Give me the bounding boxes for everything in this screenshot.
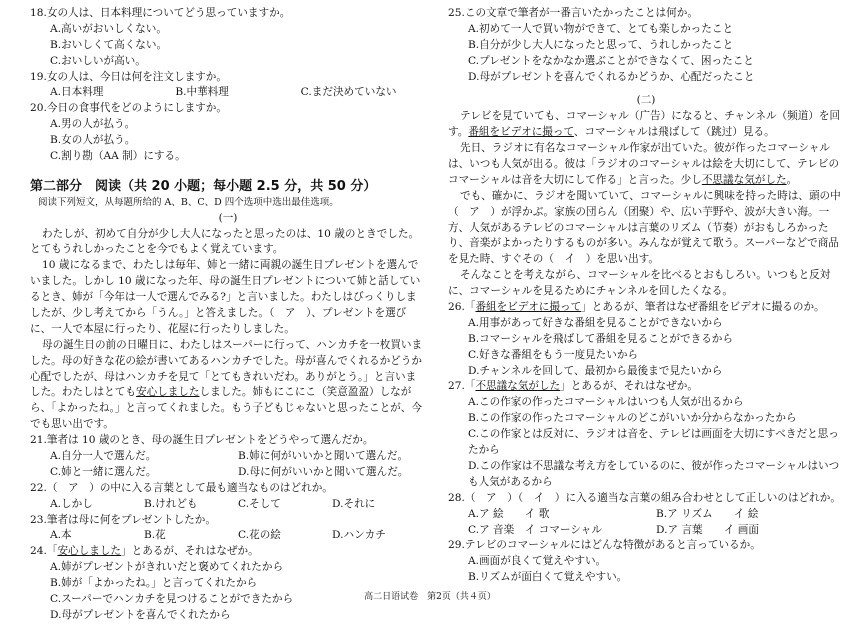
option: C.花の絵 (238, 529, 281, 542)
options-row (30, 465, 426, 481)
question-22: 22.（ ア ）の中に入る言葉として最も適当なものはどれか。 (30, 481, 333, 494)
options-row (448, 507, 844, 523)
underlined-phrase: 安心しました (135, 386, 200, 399)
passage-paragraph (448, 141, 844, 189)
option: A.高いがおいしくない。 (50, 22, 167, 35)
page-footer: 高二日语试卷 第2页（共４页） (364, 591, 496, 602)
option: B.自分が少し大人になったと思って、うれしかったこと (468, 38, 734, 51)
option: B.けれども (144, 497, 198, 510)
option: C.おいしいが高い。 (50, 54, 146, 67)
question-24 (30, 544, 426, 560)
option: C.スーパーでハンカチを見つけることができたから (50, 593, 294, 606)
option: C.割り勘（AA 制）にする。 (50, 150, 186, 163)
question-19: 19.女の人は、今日は何を注文しますか。 (30, 70, 227, 83)
option: D.それに (332, 497, 376, 510)
option: C.ア 音楽 イ コマーシャル (468, 523, 602, 536)
option: A.自分一人で選んだ。 (50, 450, 157, 463)
option: B.姉が「よかったね。」と言ってくれたから (50, 577, 258, 590)
option: D.母に何がいいかと聞いて選んだ。 (238, 465, 409, 478)
passage-paragraph (448, 109, 844, 141)
option: B.リズムが面白くて覚えやすい。 (468, 571, 628, 584)
option: C.姉と一緒に選んだ。 (50, 465, 157, 478)
option: C.まだ決めていない (300, 86, 397, 99)
passage-paragraph (30, 338, 426, 433)
option: D.ア 言葉 イ 画面 (656, 523, 759, 536)
section-instructions: 阅读下列短文，从每题所给的 A、B、C、D 四个选项中选出最佳选项。 (38, 197, 339, 209)
option: B.この作家の作ったコマーシャルのどこがいいか分からなかったから (468, 412, 797, 425)
options-row (30, 497, 426, 513)
options-row (448, 523, 844, 539)
question-text: 」とあるが、筆者はなぜ番組をビデオに撮るのか。 (581, 301, 825, 314)
option: A.日本料理 (50, 86, 104, 99)
passage-text: 、コマーシャルは飛ばして（跳过）見る。 (573, 126, 775, 139)
option: C.プレゼントをなかなか選ぶことができなくて、困ったこと (468, 54, 754, 67)
passage-paragraph: わたしが、初めて自分が少し大人になったと思ったのは、10 歳のときでした。とてもうれしかったことを今でもよく覚えています。 (30, 227, 420, 256)
passage-text: 。 (786, 173, 798, 186)
underlined-phrase: 不思議な気がした (475, 380, 561, 393)
option: B.コマーシャルを飛ばして番組を見ることができるから (468, 332, 733, 345)
question-text: 26.「 (448, 301, 476, 314)
right-column (448, 6, 844, 586)
question-18: 18.女の人は、日本料理についてどう思っていますか。 (30, 7, 291, 19)
passage-paragraph: でも、確かに、ラジオを聞いていて、コマーシャルに興味を持った時は、頭の中（ ア ）が浮かぶ。家族の団らん（团聚）や、広い芋野や、波が大きい海。一方、人気があるテレビのコマーシャルは言葉のリズム（节奏）がおもしろかったり、音楽がよかったりするものが多い。みんなが覚えて歌う。スーパーなどで商品を見た時、すぐその（ イ ）を思い出す。 (448, 189, 841, 266)
question-23: 23.筆者は母に何をプレゼントしたか。 (30, 513, 216, 526)
options-row (30, 528, 426, 544)
question-25: 25.この文章で筆者が一番言いたかったことは何か。 (448, 7, 698, 19)
option: A.男の人が払う。 (50, 118, 136, 131)
option: B.中華料理 (175, 86, 229, 99)
underlined-phrase: 番組をビデオに撮って (468, 126, 574, 139)
option: C.そして (238, 497, 281, 510)
option: A.この作家の作ったコマーシャルはいつも人気が出るから (468, 396, 744, 409)
passage-text: 先日、ラジオに有名なコマーシャル作家が出ていた。彼が作ったコマーシャルは、いつも人気が出る。彼は「ラジオのコマーシャルは絵を大切にして、テレビのコマーシャルは音を大切にして作る」と言った。少し (448, 142, 840, 186)
question-29: 29.テレビのコマーシャルにはどんな特徴があると言っているか。 (448, 539, 761, 552)
underlined-phrase: 番組をビデオに撮って (475, 301, 582, 314)
passage-label: (二) (636, 94, 656, 107)
question-text: 」とあるが、それはなぜか。 (560, 380, 698, 393)
question-20: 20.今日の食事代をどのようにしますか。 (30, 102, 227, 115)
passage-paragraph: そんなことを考えながら、コマーシャルを比べるとおもしろい。いつもと反対に、コマーシャルを見るためにチャンネルを回したくなる。 (448, 269, 831, 298)
option: B.ア リズム イ 絵 (656, 507, 759, 520)
option: A.用事があって好きな番組を見ることができないから (468, 316, 723, 329)
passage-text: しました。姉もにこにこ（笑意盈盈）しながら、「よかったね。」と言ってくれました。もう子どもじゃないと思ったことが、今でも思い出です。 (30, 386, 422, 431)
section-title: 第二部分 阅读（共 20 小题；每小题 2.5 分，共 50 分） (30, 178, 377, 194)
option: A.初めて一人で買い物ができて、とても楽しかったこと (468, 22, 734, 35)
option: A.ア 絵 イ 歌 (468, 507, 550, 520)
question-28: 28.（ ア ）（ イ ）に入る適当な言葉の組み合わせとして正しいのはどれか。 (448, 491, 841, 504)
option: A.姉がプレゼントがきれいだと褒めてくれたから (50, 561, 284, 574)
option: B.花 (144, 529, 166, 542)
option: A.画面が良くて覚えやすい。 (468, 555, 607, 568)
question-text: 」とあるが、それはなぜか。 (121, 545, 259, 558)
option: D.ハンカチ (332, 529, 386, 542)
passage-text: 母の誕生日の前の日曜日に、わたしはスーパーに行って、ハンカチを一枚買いました。母の好きな花の絵が書いてあるハンカチでした。母が喜んでくれるかどうか心配でしたが、母はハンカチを見て「とてもきれいだわ。ありがとう。」と言いました。わたしはとても (30, 338, 423, 399)
option: B.女の人が払う。 (50, 134, 136, 147)
option: D.チャンネルを回して、最初から最後まで見たいから (468, 364, 723, 377)
options-row (30, 85, 426, 101)
underlined-phrase: 不思議な気がした (701, 173, 787, 186)
passage-label: (一) (218, 211, 238, 224)
options-row (30, 449, 426, 465)
question-26 (448, 300, 844, 316)
underlined-phrase: 安心しました (57, 545, 122, 558)
option: D.この作家は不思議な考え方をしているのに、彼が作ったコマーシャルはいつも人気があるから (468, 459, 840, 488)
question-text: 24.「 (30, 545, 58, 558)
option: D.母がプレゼントを喜んでくれるかどうか、心配だったこと (468, 70, 755, 83)
left-column (30, 6, 426, 624)
option: A.しかし (50, 497, 93, 510)
option: C.この作家とは反対に、ラジオは音を、テレビは画面を大切にすべきだと思ったから (468, 428, 839, 457)
option: A.本 (50, 529, 72, 542)
question-text: 27.「 (448, 380, 476, 393)
passage-paragraph: 10 歳になるまで、わたしは毎年、姉と一緒に両親の誕生日プレゼントを選んでいました。しかし 10 歳になった年、母の誕生日プレゼントについて姉と話しているとき、姉が「今年は一人で選んでみる?」と言いました。わたしはびっくりしましたが、少し考えてから「うん。」と答えました。（ ア ）、プレゼントを選びに、一人で本屋に行ったり、花屋に行ったりしました。 (30, 259, 421, 335)
passage-text: テレビを見ていても、コマーシャル（广告）になると、チャンネル（频道）を回す。 (448, 110, 841, 139)
option: D.母がプレゼントを喜んでくれたから (50, 608, 231, 621)
question-21: 21.筆者は 10 歳のとき、母の誕生日プレゼントをどうやって選んだか。 (30, 434, 374, 447)
option: B.姉に何がいいかと聞いて選んだ。 (238, 450, 409, 463)
question-27 (448, 379, 844, 395)
option: B.おいしくて高くない。 (50, 38, 168, 51)
option: C.好きな番組をもう一度見たいから (468, 348, 639, 361)
